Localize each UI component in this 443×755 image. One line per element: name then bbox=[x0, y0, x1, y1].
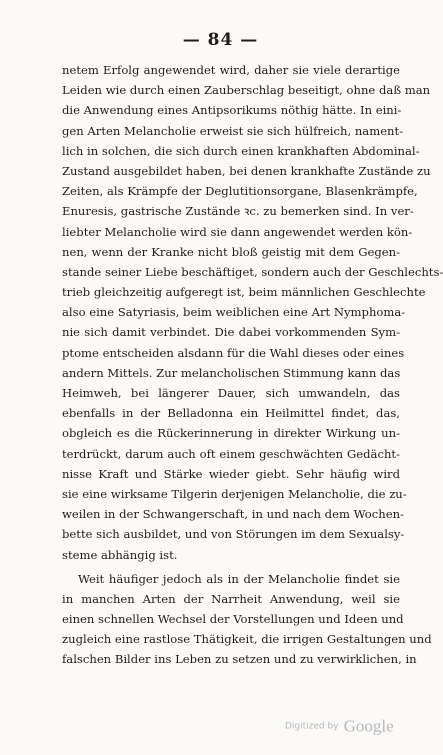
text-line: in manchen Arten der Narrheit Anwendung, weil sie bbox=[62, 591, 400, 606]
watermark-brand: Google bbox=[343, 716, 394, 736]
text-line: die Anwendung eines Antipsorikums nöthig hätte. In eini- bbox=[62, 103, 402, 118]
text-line: weilen in der Schwangerschaft, in und nach dem Wochen- bbox=[62, 507, 404, 522]
text-line: Weit häufiger jedoch als in der Melancholie findet sie bbox=[78, 571, 400, 586]
digitization-watermark bbox=[285, 716, 394, 737]
text-line: einen schnellen Wechsel der Vorstellungen und Ideen und bbox=[62, 612, 404, 627]
text-line: ebenfalls in der Belladonna ein Heilmittel findet, das, bbox=[62, 406, 400, 421]
text-line: gen Arten Melancholie erweist sie sich hülfreich, nament- bbox=[62, 123, 404, 138]
text-line: bette sich ausbildet, und von Störungen im dem Sexualsy- bbox=[62, 527, 405, 542]
page-number: — 84 — bbox=[182, 30, 259, 50]
text-line: trieb gleichzeitig aufgeregt ist, beim männlichen Geschlechte bbox=[62, 285, 426, 300]
text-line: sie eine wirksame Tilgerin derjenigen Melancholie, die zu- bbox=[62, 486, 407, 501]
text-line: andern Mittels. Zur melancholischen Stimmung kann das bbox=[62, 365, 401, 380]
paragraph-2 bbox=[62, 569, 432, 670]
text-line: terdrückt, darum auch oft einem geschwächten Gedächt- bbox=[62, 446, 400, 461]
text-line: nen, wenn der Kranke nicht bloß geistig mit dem Gegen- bbox=[62, 244, 400, 259]
text-line: Zustand ausgebildet haben, bei denen krankhafte Zustände zu bbox=[62, 163, 431, 178]
text-line: Enuresis, gastrische Zustände ꝛc. zu bemerken sind. In ver- bbox=[62, 204, 414, 219]
paragraph-1 bbox=[62, 60, 443, 565]
body-text bbox=[62, 60, 443, 670]
text-line: Leiden wie durch einen Zauberschlag beseitigt, ohne daß man bbox=[62, 83, 431, 98]
text-line: stande seiner Liebe beschäftiget, sondern auch der Geschlechts- bbox=[62, 264, 443, 279]
text-line: nie sich damit verbindet. Die dabei vorkommenden Sym- bbox=[62, 325, 400, 340]
text-line: liebter Melancholie wird sie dann angewendet werden kön- bbox=[62, 224, 413, 239]
text-line: falschen Bilder ins Leben zu setzen und zu verwirklichen, in bbox=[62, 652, 417, 667]
text-line: obgleich es die Rückerinnerung in direkter Wirkung un- bbox=[62, 426, 400, 441]
text-line: also eine Satyriasis, beim weiblichen eine Art Nymphoma- bbox=[62, 305, 406, 320]
text-line: netem Erfolg angewendet wird, daher sie viele derartige bbox=[62, 63, 400, 77]
text-line: steme abhängig ist. bbox=[62, 547, 178, 562]
text-line: lich in solchen, die sich durch einen krankhaften Abdominal- bbox=[62, 143, 420, 158]
text-line: zugleich eine rastlose Thätigkeit, die irrigen Gestaltungen und bbox=[62, 632, 432, 647]
text-line: Zeiten, als Krämpfe der Deglutitionsorgane, Blasenkrämpfe, bbox=[62, 184, 418, 199]
text-line: ptome entscheiden alsdann für die Wahl dieses oder eines bbox=[62, 345, 405, 360]
text-line: nisse Kraft und Stärke wieder giebt. Sehr häufig wird bbox=[62, 466, 400, 481]
text-line: Heimweh, bei längerer Dauer, sich umwandeln, das bbox=[62, 386, 400, 400]
watermark-prefix: Digitized by bbox=[285, 721, 339, 732]
